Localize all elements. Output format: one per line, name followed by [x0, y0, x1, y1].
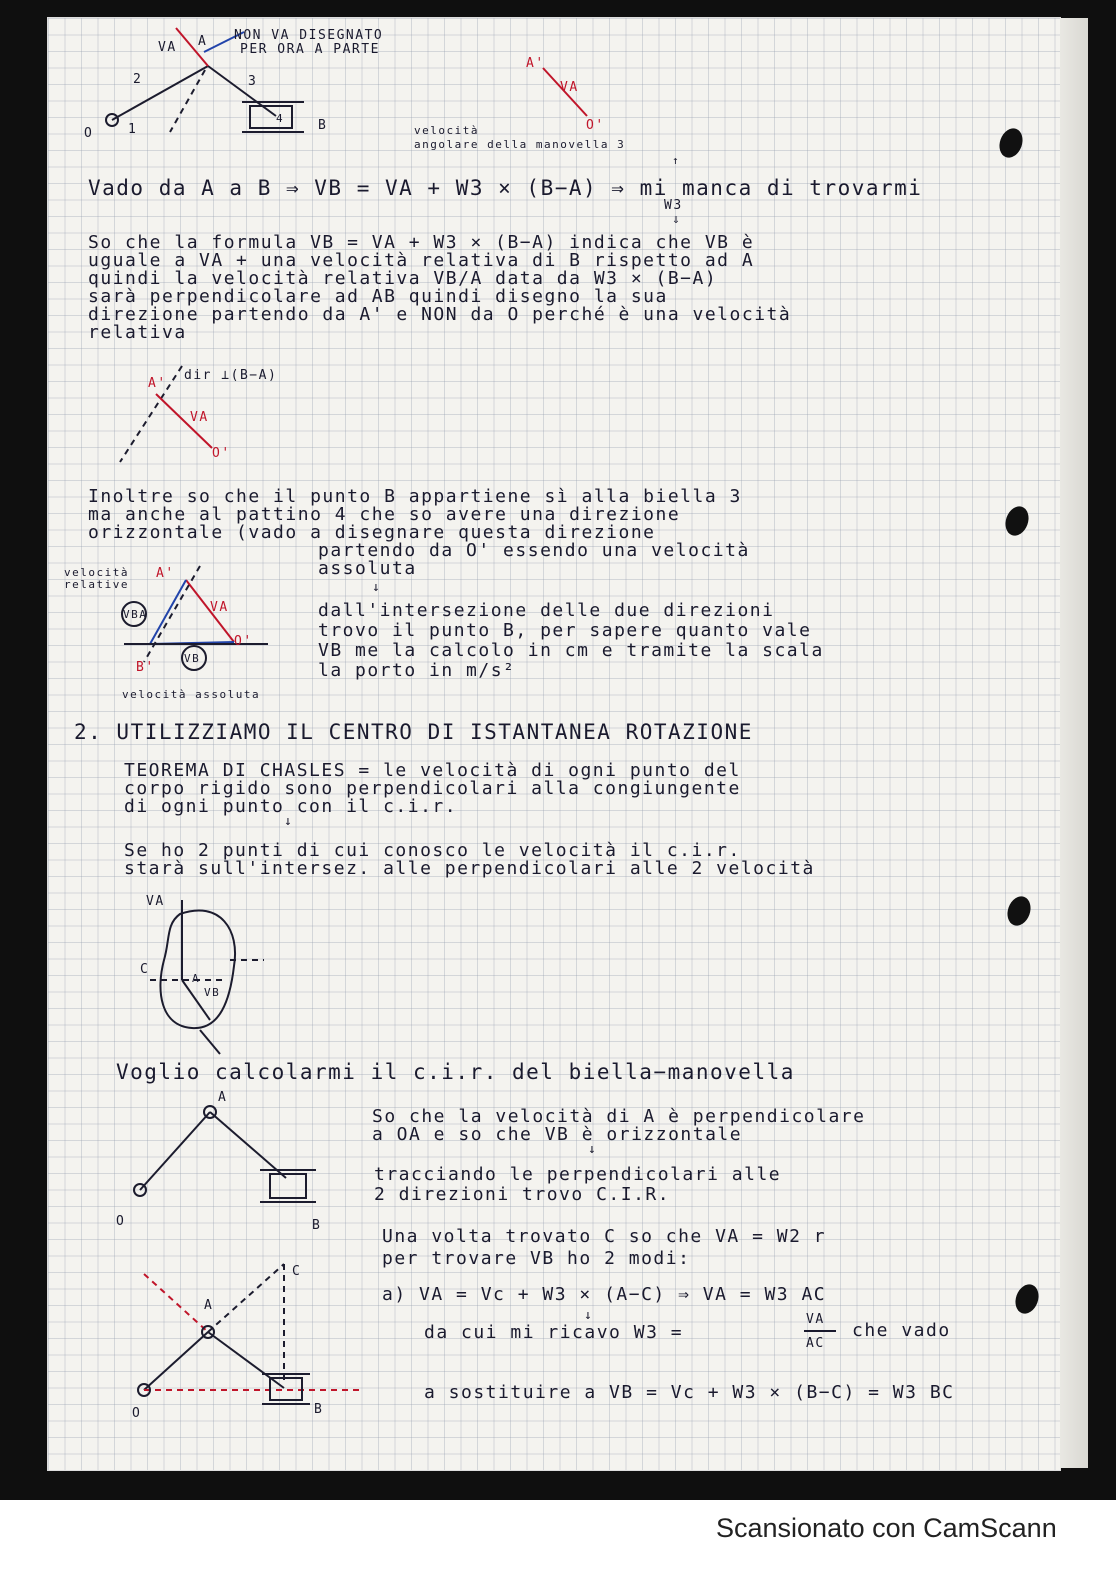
- cir-intro: Voglio calcolarmi il c.i.r. del biella−manovella: [116, 1060, 795, 1084]
- label-1: 1: [128, 122, 138, 137]
- label-b: B: [318, 118, 328, 133]
- d5-crank: [140, 1112, 210, 1190]
- d6-o: O: [132, 1406, 142, 1421]
- down-arrow: ⇓: [672, 212, 682, 227]
- found-c-1: Una volta trovato C so che VA = W2 r: [382, 1226, 827, 1247]
- section2-heading: 2. UTILIZZIAMO IL CENTRO DI ISTANTANEA ROTAZIONE: [74, 720, 753, 744]
- cir-text-2: a OA e so che VB è orizzontale: [372, 1124, 743, 1145]
- d4-vb: VB: [204, 986, 221, 999]
- d3-vba: VBA: [123, 608, 148, 621]
- para4-line-4: la porto in m/s²: [318, 660, 516, 681]
- d6-ac-line: [208, 1264, 284, 1332]
- para4-line-1: dall'intersezione delle due direzioni: [318, 600, 775, 621]
- d5-a: A: [218, 1090, 228, 1105]
- d6-a: A: [204, 1298, 214, 1313]
- para4-line-2: trovo il punto B, per sapere quanto vale: [318, 620, 812, 641]
- vel-rel-1: velocità: [64, 566, 129, 579]
- caption-1: velocità: [414, 124, 479, 137]
- omega-below: W3: [664, 198, 683, 213]
- method-a-line-1: a) VA = Vc + W3 × (A−C) ⇒ VA = W3 AC: [382, 1284, 827, 1305]
- label-4: 4: [276, 112, 285, 125]
- omega-arrow: ↑: [672, 154, 681, 167]
- cir-text-arrow: ↓: [588, 1142, 598, 1157]
- vel-rel-2: relative: [64, 578, 129, 591]
- frac-den: AC: [806, 1336, 825, 1351]
- label-link-3: 3: [248, 74, 258, 89]
- vel-o-prime: O': [586, 118, 605, 133]
- triangle-vba: [150, 580, 186, 644]
- d3-vb: VB: [184, 652, 201, 665]
- method-a-line-2b: che vado: [852, 1320, 951, 1341]
- para3-line-1: Inoltre so che il punto B appartiene sì alla biella 3: [88, 486, 742, 507]
- d6-crank: [144, 1332, 208, 1390]
- slider-block: [250, 106, 292, 128]
- d5-o: O: [116, 1214, 126, 1229]
- d3-a-prime: A': [156, 566, 175, 581]
- d3-va: VA: [210, 600, 229, 615]
- dir-label: dir ⊥(B−A): [184, 368, 278, 383]
- d2-o-prime: O': [212, 446, 231, 461]
- rigid-body-shape: [160, 910, 235, 1028]
- caption-2: angolare della manovella 3: [414, 138, 626, 151]
- connecting-rod: [208, 66, 276, 116]
- para2-line-6: relativa: [88, 322, 187, 343]
- frac-num: VA: [806, 1312, 825, 1327]
- crank-link: [112, 66, 208, 120]
- label-a: A: [198, 34, 208, 49]
- d6-oa-extension: [144, 1274, 208, 1332]
- d4-va: VA: [146, 894, 165, 909]
- para3-line-5: assoluta: [318, 558, 417, 579]
- vel-a-prime: A': [526, 56, 545, 71]
- note-line-1: NON VA DISEGNATO: [234, 28, 384, 43]
- para2-line-5: direzione partendo da A' e NON da O perché è una velocità: [88, 304, 792, 325]
- method-a-line-2: da cui mi ricavo W3 =: [424, 1322, 684, 1343]
- frac-bar: [804, 1330, 836, 1332]
- d5-rod: [210, 1112, 286, 1178]
- para3-line-2: ma anche al pattino 4 che so avere una direzione: [88, 504, 681, 525]
- page-edge: [1060, 18, 1088, 1468]
- formula-line: Vado da A a B ⇒ VB = VA + W3 × (B−A) ⇒ mi manca di trovarmi: [88, 176, 923, 200]
- chasles-line-1: TEOREMA DI CHASLES = le velocità di ogni punto del: [124, 760, 741, 781]
- d2-a-prime: A': [148, 376, 167, 391]
- chasles-line-2: corpo rigido sono perpendicolari alla congiungente: [124, 778, 741, 799]
- method-a-down: ↓: [584, 1308, 594, 1323]
- d4-a: A: [192, 972, 201, 985]
- two-points-line-1: Se ho 2 punti di cui conosco le velocità il c.i.r.: [124, 840, 741, 861]
- cir-text-4: 2 direzioni trovo C.I.R.: [374, 1184, 671, 1205]
- para4-arrow: ↓: [372, 580, 382, 595]
- d3-o-prime: O': [234, 634, 253, 649]
- d5-slider: [270, 1174, 306, 1198]
- para4-line-3: VB me la calcolo in cm e tramite la scala: [318, 640, 824, 661]
- label-va: VA: [158, 40, 177, 55]
- note-line-2: PER ORA A PARTE: [240, 42, 380, 57]
- label-link-2: 2: [133, 72, 143, 87]
- cir-construction-diagram: [124, 1254, 374, 1424]
- chasles-line-3: di ogni punto con il c.i.r.: [124, 796, 458, 817]
- crank-slider-cir: [120, 1094, 340, 1224]
- d4-c: C: [140, 962, 150, 977]
- vel-ass: velocità assoluta: [122, 688, 261, 701]
- para2-line-4: sarà perpendicolare ad AB quindi disegno la sua: [88, 286, 668, 307]
- d2-va: VA: [190, 410, 209, 425]
- para2-line-1: So che la formula VB = VA + W3 × (B−A) indica che VB è: [88, 232, 755, 253]
- tail-line: [200, 1030, 220, 1054]
- found-c-2: per trovare VB ho 2 modi:: [382, 1248, 691, 1269]
- cir-text-3: tracciando le perpendicolari alle: [374, 1164, 782, 1185]
- d3-b-prime: B': [136, 660, 155, 675]
- para3-line-3: orizzontale (vado a disegnare questa direzione: [88, 522, 656, 543]
- rigid-body-diagram: [130, 890, 290, 1060]
- dashed-guide: [170, 70, 205, 132]
- para2-line-3: quindi la velocità relativa VB/A data da W3 × (B−A): [88, 268, 718, 289]
- two-points-line-2: starà sull'intersez. alle perpendicolari alle 2 velocità: [124, 858, 815, 879]
- d6-b: B: [314, 1402, 324, 1417]
- scanner-footer-text: Scansionato con CamScann: [716, 1513, 1057, 1543]
- para2-line-2: uguale a VA + una velocità relativa di B rispetto ad A: [88, 250, 755, 271]
- label-o: O: [84, 126, 94, 141]
- para3-line-4: partendo da O' essendo una velocità: [318, 540, 750, 561]
- chasles-arrow: ↓: [284, 814, 294, 829]
- cir-text-1: So che la velocità di A è perpendicolare: [372, 1106, 866, 1127]
- method-a-line-3: a sostituire a VB = Vc + W3 × (B−C) = W3 BC: [424, 1382, 955, 1403]
- d5-b: B: [312, 1218, 322, 1233]
- d6-rod: [208, 1332, 284, 1388]
- vel-va: VA: [560, 80, 579, 95]
- d6-c: C: [292, 1264, 302, 1279]
